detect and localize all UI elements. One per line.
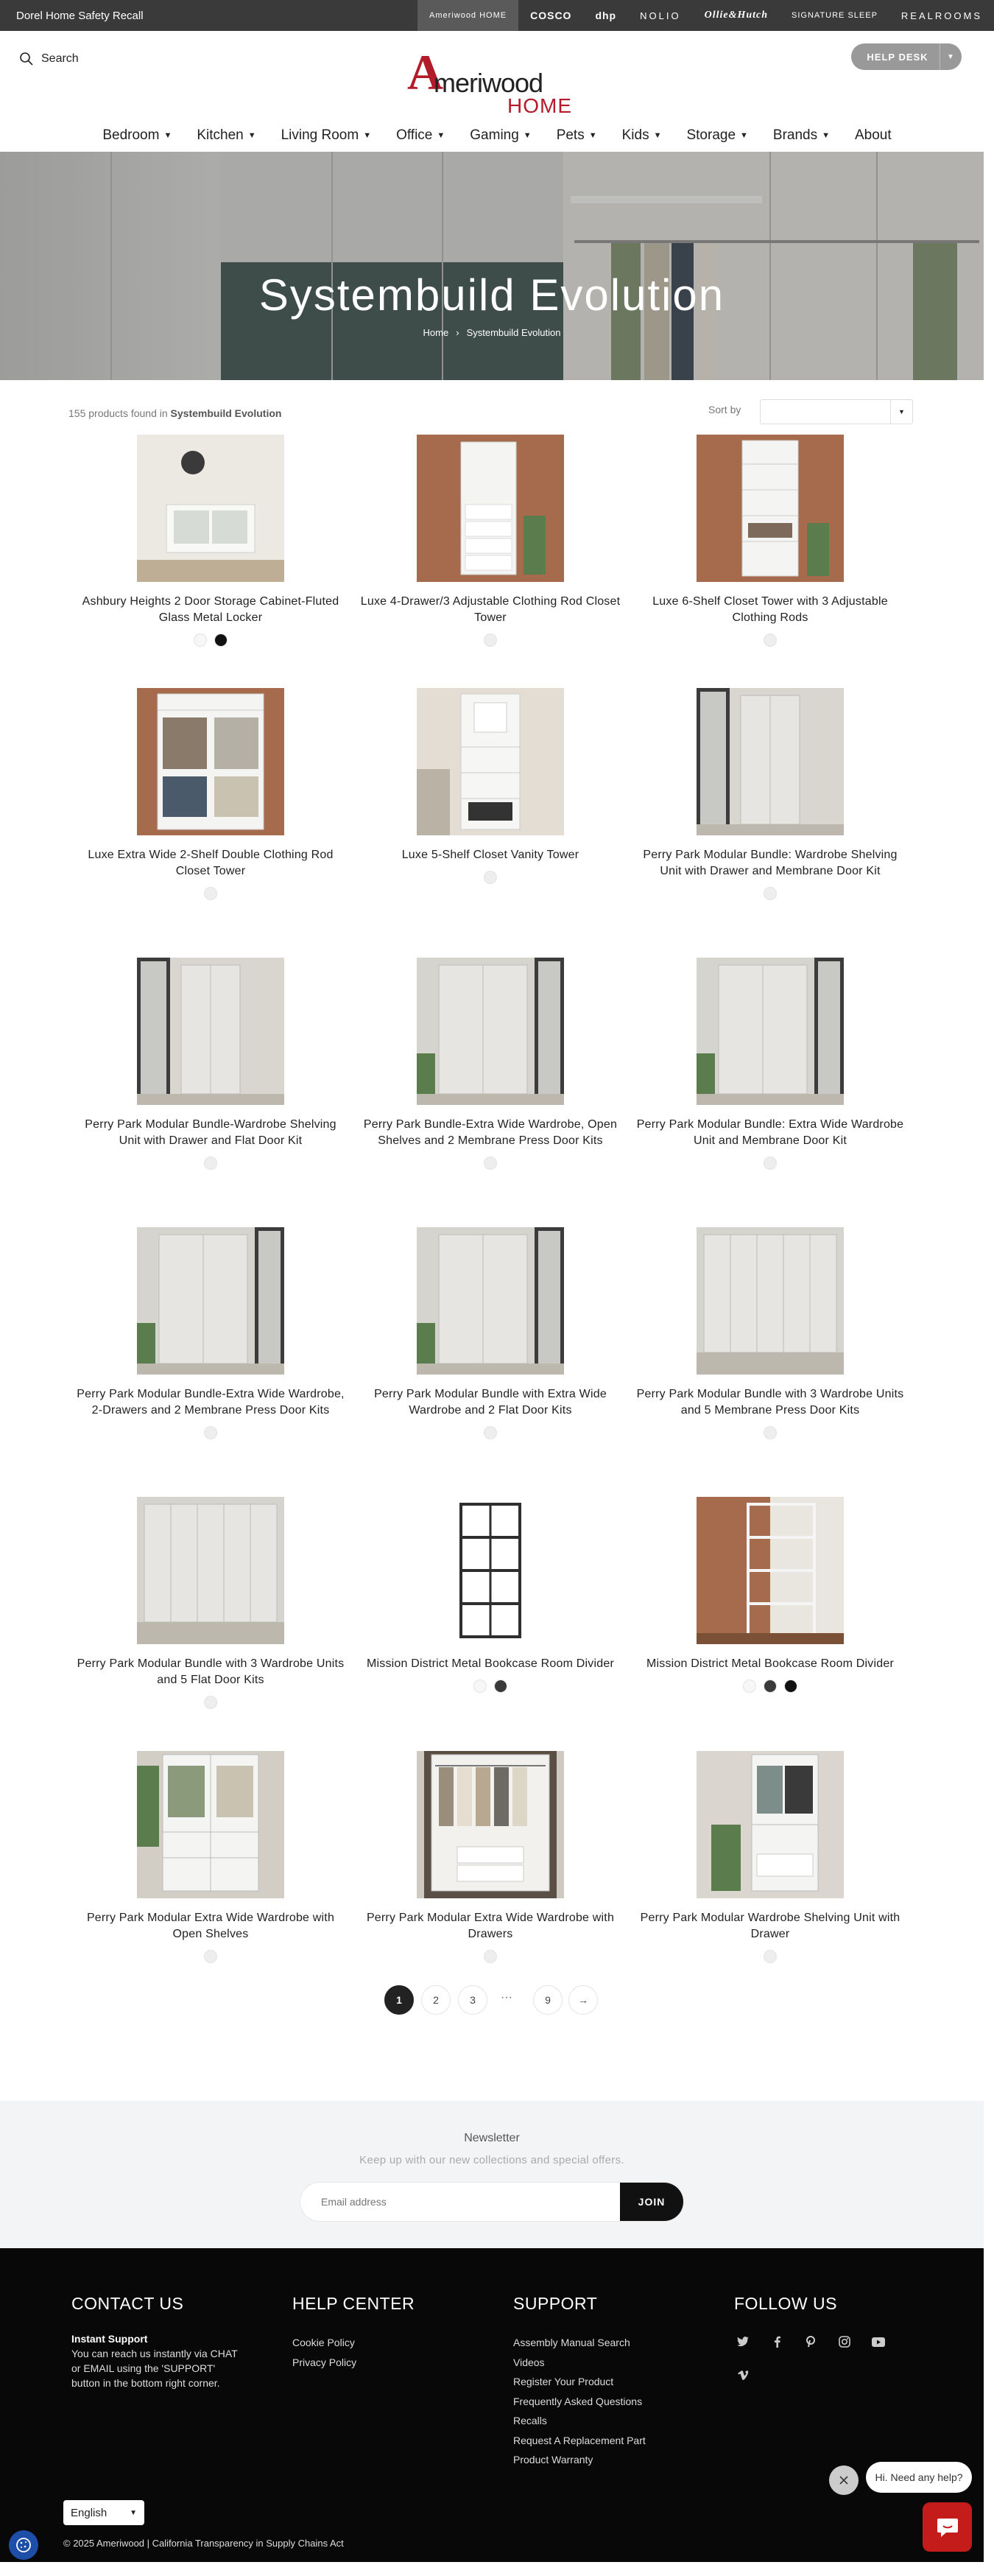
color-swatch[interactable] [764, 887, 777, 900]
listing-toolbar [0, 380, 994, 435]
product-name[interactable]: Perry Park Modular Extra Wide Wardrobe with Open Shelves [86, 1912, 335, 1940]
nav-kids[interactable]: Kids ▼ [621, 127, 662, 143]
newsletter-form [300, 2183, 683, 2221]
footer-support-title: SUPPORT [513, 2294, 598, 2313]
product-image[interactable] [137, 1751, 284, 1898]
color-swatches [71, 887, 350, 900]
color-swatch[interactable] [484, 871, 497, 884]
brand-ameriwood[interactable]: Ameriwood HOME [417, 0, 518, 31]
videos-link[interactable]: Videos [513, 2356, 545, 2368]
color-swatches [71, 1157, 350, 1170]
page-1[interactable]: 1 [384, 1985, 414, 2015]
color-swatches [71, 1426, 350, 1439]
product-image[interactable] [417, 435, 564, 582]
color-swatches [630, 1157, 910, 1170]
brand-strip [417, 0, 994, 31]
replacement-part-link[interactable]: Request A Replacement Part [513, 2434, 646, 2446]
chevron-down-icon: ▼ [653, 131, 662, 140]
color-swatch[interactable] [764, 1680, 777, 1693]
product-name[interactable]: Mission District Metal Bookcase Room Divider [366, 1657, 614, 1670]
recalls-link[interactable]: Recalls [513, 2415, 547, 2426]
cookie-icon [15, 2536, 32, 2554]
product-name[interactable]: Perry Park Modular Bundle: Wardrobe Shelving Unit with Drawer and Membrane Door Kit [643, 849, 898, 877]
color-swatches [630, 887, 910, 900]
nav-living-room[interactable]: Living Room ▼ [281, 127, 372, 143]
product-image[interactable] [697, 1751, 844, 1898]
product-card[interactable] [350, 688, 630, 884]
chevron-down-icon: ▼ [247, 131, 256, 140]
sort-label: Sort by [708, 404, 741, 415]
footer-follow [734, 2294, 903, 2384]
assembly-manual-link[interactable]: Assembly Manual Search [513, 2337, 630, 2348]
nav-bedroom[interactable]: Bedroom ▼ [102, 127, 172, 143]
newsletter-title: Newsletter [464, 2132, 520, 2144]
page-title: Systembuild Evolution [258, 270, 725, 320]
color-swatches [630, 1426, 910, 1439]
nav-storage[interactable]: Storage ▼ [686, 127, 748, 143]
help-desk-label: HELP DESK [867, 51, 928, 63]
pagination [0, 1985, 994, 2074]
twitter-icon[interactable] [734, 2333, 752, 2351]
color-swatch[interactable] [204, 1426, 217, 1439]
chevron-down-icon: ▼ [363, 131, 372, 140]
product-card[interactable] [630, 435, 910, 647]
chevron-down-icon: ▼ [940, 43, 962, 70]
search-icon [19, 52, 34, 66]
nav-kitchen[interactable]: Kitchen ▼ [197, 127, 256, 143]
breadcrumb-current: Systembuild Evolution [466, 327, 561, 338]
product-name[interactable]: Perry Park Modular Bundle with 3 Wardrobe Units and 5 Flat Door Kits [77, 1657, 345, 1686]
product-name[interactable]: Perry Park Modular Bundle with Extra Wide Wardrobe and 2 Flat Door Kits [374, 1388, 607, 1417]
product-name[interactable]: Mission District Metal Bookcase Room Divider [646, 1657, 894, 1670]
chat-launcher-button[interactable] [923, 2502, 972, 2552]
product-card[interactable] [350, 1227, 630, 1439]
color-swatches [71, 1696, 350, 1709]
brand-ollie-hutch[interactable]: Ollie&Hutch [704, 10, 769, 21]
nav-pets[interactable]: Pets ▼ [556, 127, 597, 143]
color-swatch[interactable] [204, 887, 217, 900]
footer-help-title: HELP CENTER [292, 2294, 415, 2313]
color-swatch[interactable] [194, 634, 207, 647]
nav-about[interactable]: About [855, 127, 892, 143]
color-swatch[interactable] [764, 1950, 777, 1963]
color-swatches [350, 1426, 630, 1439]
brand-dhp[interactable]: dhp [595, 10, 617, 21]
product-card[interactable] [71, 1497, 350, 1709]
help-desk-button[interactable] [851, 43, 962, 70]
product-name[interactable]: Perry Park Modular Wardrobe Shelving Unit with Drawer [640, 1912, 900, 1940]
product-name[interactable]: Perry Park Modular Bundle: Extra Wide Wardrobe Unit and Membrane Door Kit [636, 1118, 904, 1147]
product-card[interactable] [71, 435, 350, 647]
product-name[interactable]: Perry Park Modular Bundle-Wardrobe Shelving Unit with Drawer and Flat Door Kit [85, 1118, 336, 1147]
product-card[interactable] [350, 435, 630, 647]
language-select[interactable] [63, 2500, 144, 2525]
color-swatch[interactable] [473, 1680, 487, 1693]
chat-icon [937, 2517, 959, 2538]
chevron-down-icon: ▼ [822, 131, 830, 140]
product-name[interactable]: Perry Park Modular Extra Wide Wardrobe with Drawers [366, 1912, 615, 1940]
color-swatch[interactable] [484, 1157, 497, 1170]
color-swatch[interactable] [764, 1426, 777, 1439]
product-card[interactable] [71, 1751, 350, 1963]
product-card[interactable] [630, 1751, 910, 1963]
nav-gaming[interactable]: Gaming ▼ [470, 127, 532, 143]
color-swatch[interactable] [484, 634, 497, 647]
product-grid [0, 435, 994, 1985]
product-name[interactable]: Ashbury Heights 2 Door Storage Cabinet-Fluted Glass Metal Locker [82, 595, 339, 624]
product-warranty-link[interactable]: Product Warranty [513, 2454, 593, 2466]
product-image[interactable] [697, 435, 844, 582]
breadcrumb [0, 327, 984, 338]
chevron-down-icon: ▼ [740, 131, 748, 140]
instagram-icon[interactable] [836, 2333, 853, 2351]
color-swatch[interactable] [204, 1696, 217, 1709]
color-swatch[interactable] [494, 1680, 507, 1693]
product-name[interactable]: Luxe 4-Drawer/3 Adjustable Clothing Rod Closet Tower [360, 595, 621, 624]
youtube-icon[interactable] [870, 2333, 887, 2351]
breadcrumb-home[interactable]: Home [423, 327, 449, 338]
search-label: Search [41, 52, 79, 65]
product-card[interactable] [71, 958, 350, 1170]
brand-signature-sleep[interactable]: SIGNATURE SLEEP [792, 11, 878, 20]
product-card[interactable] [71, 1227, 350, 1439]
site-footer [0, 2248, 984, 2562]
product-name[interactable]: Luxe 6-Shelf Closet Tower with 3 Adjustable Clothing Rods [652, 595, 888, 624]
product-image[interactable] [137, 958, 284, 1105]
footer-help-center [292, 2294, 415, 2372]
collection-hero [0, 152, 984, 380]
instant-support-heading: Instant Support [71, 2333, 148, 2345]
product-card[interactable] [630, 1227, 910, 1439]
product-image[interactable] [697, 958, 844, 1105]
privacy-policy-link[interactable]: Privacy Policy [292, 2356, 357, 2368]
chevron-down-icon: ▼ [163, 131, 172, 140]
safety-recall-link[interactable]: Dorel Home Safety Recall [16, 9, 144, 22]
site-header [0, 31, 994, 119]
color-swatch[interactable] [204, 1950, 217, 1963]
main-nav [0, 119, 994, 152]
ameriwood-logo[interactable]: A meriwood HOME [407, 44, 572, 117]
chevron-right-icon: › [456, 327, 459, 338]
chat-close-button[interactable] [829, 2466, 859, 2495]
cookie-settings-button[interactable] [9, 2530, 38, 2560]
color-swatch[interactable] [484, 1950, 497, 1963]
product-image[interactable] [417, 1497, 564, 1644]
chevron-down-icon: ▼ [588, 131, 597, 140]
page-3[interactable]: 3 [458, 1985, 487, 2015]
footer-contact [71, 2294, 241, 2390]
product-image[interactable] [697, 1227, 844, 1375]
color-swatches [350, 1680, 630, 1693]
top-bar [0, 0, 994, 31]
product-name[interactable]: Perry Park Modular Bundle-Extra Wide Wardrobe, 2-Drawers and 2 Membrane Press Door Kits [77, 1388, 345, 1417]
language-value: English [71, 2506, 107, 2519]
product-card[interactable] [71, 688, 350, 900]
product-card[interactable] [630, 688, 910, 900]
product-image[interactable] [697, 1497, 844, 1644]
brand-cosco[interactable]: COSCO [530, 10, 572, 21]
pinterest-icon[interactable] [802, 2333, 819, 2351]
footer-follow-title: FOLLOW US [734, 2294, 837, 2313]
newsletter-subtitle: Keep up with our new collections and special offers. [359, 2154, 624, 2166]
product-image[interactable] [137, 688, 284, 835]
color-swatches [71, 1950, 350, 1963]
nav-brands[interactable]: Brands ▼ [772, 127, 830, 143]
color-swatch[interactable] [484, 1426, 497, 1439]
sort-select[interactable] [760, 399, 913, 424]
chevron-down-icon: ▼ [130, 2508, 137, 2517]
register-product-link[interactable]: Register Your Product [513, 2376, 614, 2387]
faq-link[interactable]: Frequently Asked Questions [513, 2395, 643, 2407]
product-name[interactable]: Perry Park Bundle-Extra Wide Wardrobe, Open Shelves and 2 Membrane Press Door Kits [363, 1118, 618, 1147]
product-image[interactable] [417, 1227, 564, 1375]
email-input[interactable] [300, 2183, 620, 2221]
search-trigger[interactable] [19, 52, 79, 66]
color-swatch[interactable] [214, 634, 228, 647]
product-card[interactable] [350, 1751, 630, 1963]
color-swatch[interactable] [764, 634, 777, 647]
product-card[interactable] [350, 1497, 630, 1693]
newsletter [0, 2101, 984, 2248]
color-swatches [630, 1950, 910, 1963]
chevron-down-icon: ▼ [523, 131, 532, 140]
chat-prompt[interactable]: Hi. Need any help? [866, 2462, 972, 2493]
chevron-down-icon: ▼ [437, 131, 445, 140]
close-icon [839, 2476, 848, 2485]
product-image[interactable] [137, 435, 284, 582]
product-image[interactable] [417, 1751, 564, 1898]
chevron-down-icon: ▼ [890, 400, 912, 424]
product-image[interactable] [697, 688, 844, 835]
color-swatches [350, 1157, 630, 1170]
product-name[interactable]: Perry Park Modular Bundle with 3 Wardrobe Units and 5 Membrane Press Door Kits [636, 1388, 904, 1417]
product-image[interactable] [417, 688, 564, 835]
color-swatch[interactable] [764, 1157, 777, 1170]
product-card[interactable] [350, 958, 630, 1170]
brand-nolio[interactable]: NOLIO [640, 10, 681, 21]
color-swatches [71, 634, 350, 647]
product-name[interactable]: Luxe 5-Shelf Closet Vanity Tower [401, 849, 579, 861]
cookie-policy-link[interactable]: Cookie Policy [292, 2337, 355, 2348]
product-image[interactable] [137, 1497, 284, 1644]
pagination-ellipsis: ··· [501, 1991, 512, 2004]
instant-support-text: You can reach us instantly via CHAT or EMAIL using the 'SUPPORT' button in the bottom right corner. [71, 2348, 238, 2389]
join-button[interactable]: JOIN [620, 2183, 683, 2221]
color-swatches [350, 871, 630, 884]
color-swatches [350, 1950, 630, 1963]
footer-support [513, 2294, 646, 2470]
product-card[interactable] [630, 1497, 910, 1693]
product-card[interactable] [630, 958, 910, 1170]
footer-contact-title: CONTACT US [71, 2294, 184, 2313]
color-swatch[interactable] [784, 1680, 797, 1693]
color-swatches [350, 634, 630, 647]
product-image[interactable] [417, 958, 564, 1105]
color-swatches [630, 1680, 910, 1693]
brand-realrooms[interactable]: REALROOMS [900, 10, 982, 21]
page-next-arrow-icon[interactable]: → [568, 1985, 598, 2015]
facebook-icon[interactable] [768, 2333, 786, 2351]
page-last[interactable]: 9 [533, 1985, 563, 2015]
color-swatches [630, 634, 910, 647]
nav-office[interactable]: Office ▼ [396, 127, 445, 143]
color-swatch[interactable] [204, 1157, 217, 1170]
product-image[interactable] [137, 1227, 284, 1375]
social-icons [734, 2333, 903, 2384]
vimeo-icon[interactable] [734, 2367, 752, 2384]
product-name[interactable]: Luxe Extra Wide 2-Shelf Double Clothing Rod Closet Tower [88, 849, 334, 877]
color-swatch[interactable] [743, 1680, 756, 1693]
product-count: 155 products found in Systembuild Evolution [68, 407, 282, 419]
page-2[interactable]: 2 [421, 1985, 451, 2015]
copyright: © 2025 Ameriwood | California Transparency in Supply Chains Act [63, 2538, 344, 2549]
